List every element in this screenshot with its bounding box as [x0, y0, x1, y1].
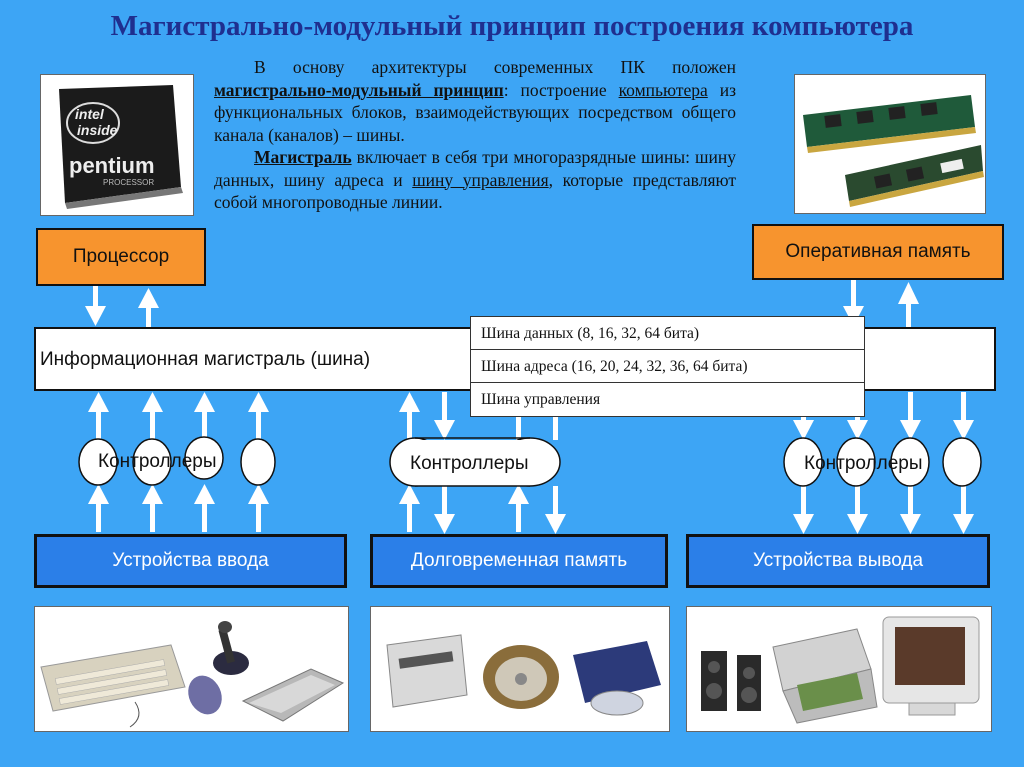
chip-intel-text: intel [75, 106, 104, 122]
input-devices-box: Устройства ввода [34, 534, 347, 588]
ctrl3-ellipse-4 [943, 438, 981, 486]
processor-down-arrow [85, 286, 106, 326]
output-devices-photo [686, 606, 992, 732]
intro-paragraph-1: В основу архитектуры современных ПК положен магистрально-модульный принцип: построение компьютера из функциональных блоков, взаимодействующих посредством общего канала (каналов) – шины. [214, 57, 736, 145]
controllers-label-3: Контроллеры [804, 453, 923, 474]
page-title: Магистрально-модульный принцип построения компьютера [110, 10, 914, 42]
output-devices-image [687, 607, 991, 731]
chip-pentium-text: pentium [69, 153, 155, 178]
chip-processor-text: PROCESSOR [103, 178, 155, 187]
control-bus-row: Шина управления [481, 391, 601, 408]
ctrl1-ellipse-4 [241, 439, 275, 485]
intro-paragraph-2: Магистраль включает в себя три многоразрядные шины: шину данных, шину адреса и шину управления, которые представляют собой многопроводные линии. [214, 147, 736, 212]
bus-lines-table [470, 316, 865, 417]
ram-box: Оперативная память [752, 224, 1004, 280]
input-devices-image [35, 607, 348, 731]
ram-up-arrow [898, 282, 919, 327]
controllers-label-2: Контроллеры [410, 453, 529, 474]
address-bus-row: Шина адреса (16, 20, 24, 32, 36, 64 бита) [471, 350, 864, 383]
processor-up-arrow [138, 288, 159, 327]
output-devices-box: Устройства вывода [686, 534, 990, 588]
chip-inside-text: inside [77, 122, 118, 138]
processor-box: Процессор [36, 228, 206, 286]
input-devices-photo [34, 606, 349, 732]
controllers-label-1: Контроллеры [98, 451, 217, 472]
bus-label: Информационная магистраль (шина) [40, 349, 371, 370]
data-bus-row: Шина данных (8, 16, 32, 64 бита) [471, 317, 864, 350]
storage-devices-image [371, 607, 669, 731]
storage-devices-photo [370, 606, 670, 732]
long-term-memory-box: Долговременная память [370, 534, 668, 588]
